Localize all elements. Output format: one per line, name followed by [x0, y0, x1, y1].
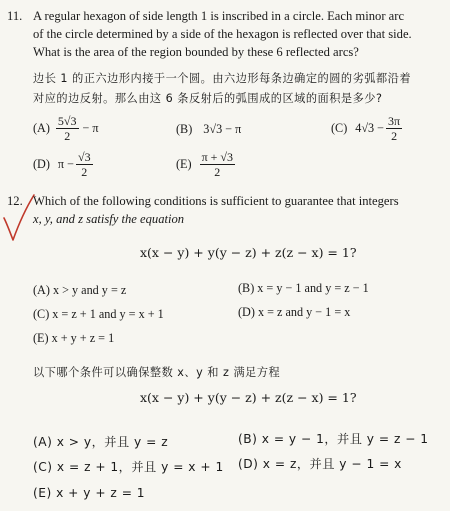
q12-option-d-cn: (D) x = z，并且 y − 1 = x	[238, 457, 402, 471]
q11-line-1: A regular hexagon of side length 1 is inscribed in a circle. Each minor arc	[33, 9, 405, 23]
fraction-denominator: 2	[81, 165, 88, 179]
q11-option-c	[331, 114, 404, 143]
fraction-denominator: 2	[391, 129, 398, 143]
q11-line-3: What is the area of the region bounded by these 6 reflected arcs?	[33, 45, 359, 59]
q12-number: 12.	[7, 194, 23, 208]
fraction	[56, 114, 79, 143]
option-label: (A)	[33, 121, 50, 135]
q11-option-a	[33, 114, 99, 143]
q12-option-e-en: (E) x + y + z = 1	[33, 331, 115, 345]
q12-option-e-cn: (E) x + y + z = 1	[33, 486, 146, 500]
q11-chinese-line-2: 对应的边反射。那么由这 6 条反射后的弧围成的区域的面积是多少?	[33, 92, 383, 105]
option-text: 3√3 − π	[203, 122, 242, 136]
q12-option-c-cn: (C) x = z + 1，并且 y = x + 1	[33, 460, 224, 474]
option-label: (E)	[176, 157, 192, 171]
q12-option-a-cn: (A) x > y，并且 y = z	[33, 435, 169, 449]
fraction-numerator: π + √3	[201, 150, 233, 164]
q12-equation: x(x − y) + y(y − z) + z(z − x) = 1?	[140, 245, 357, 260]
q12-option-c-en: (C) x = z + 1 and y = x + 1	[33, 307, 164, 321]
option-label: (C)	[331, 121, 348, 135]
option-tail: − π	[82, 121, 99, 135]
q12-option-d-en: (D) x = z and y − 1 = x	[238, 305, 351, 319]
fraction-numerator: √3	[78, 150, 91, 164]
fraction-numerator: 5√3	[57, 114, 77, 128]
q12-line-2: x, y, and z satisfy the equation	[33, 212, 185, 226]
q11-line-2: of the circle determined by a side of the hexagon is reflected over that side.	[33, 27, 412, 41]
fraction	[386, 114, 402, 143]
fraction-denominator: 2	[64, 129, 71, 143]
option-label: (B)	[176, 122, 193, 136]
q11-option-d	[33, 150, 95, 179]
q12-chinese-question: 以下哪个条件可以确保整数 x、y 和 z 满足方程	[33, 366, 281, 379]
fraction-denominator: 2	[214, 165, 221, 179]
fraction	[76, 150, 93, 179]
q12-option-b-en: (B) x = y − 1 and y = z − 1	[238, 281, 369, 295]
option-lead: π −	[57, 157, 74, 171]
q11-option-b	[176, 122, 241, 137]
q11-option-e	[176, 150, 237, 179]
q12-line-1: Which of the following conditions is sufficient to guarantee that integers	[33, 194, 399, 208]
q11-number: 11.	[7, 9, 23, 23]
fraction	[200, 150, 235, 179]
q12-equation-chinese-section: x(x − y) + y(y − z) + z(z − x) = 1?	[140, 390, 357, 405]
option-lead: 4√3 −	[355, 121, 385, 135]
q12-option-a-en: (A) x > y and y = z	[33, 283, 127, 297]
option-label: (D)	[33, 157, 50, 171]
fraction-numerator: 3π	[388, 114, 401, 128]
q12-option-b-cn: (B) x = y − 1，并且 y = z − 1	[238, 432, 429, 446]
q11-chinese-line-1: 边长 1 的正六边形内接于一个圆。由六边形每条边确定的圆的劣弧都沿着	[33, 72, 412, 85]
